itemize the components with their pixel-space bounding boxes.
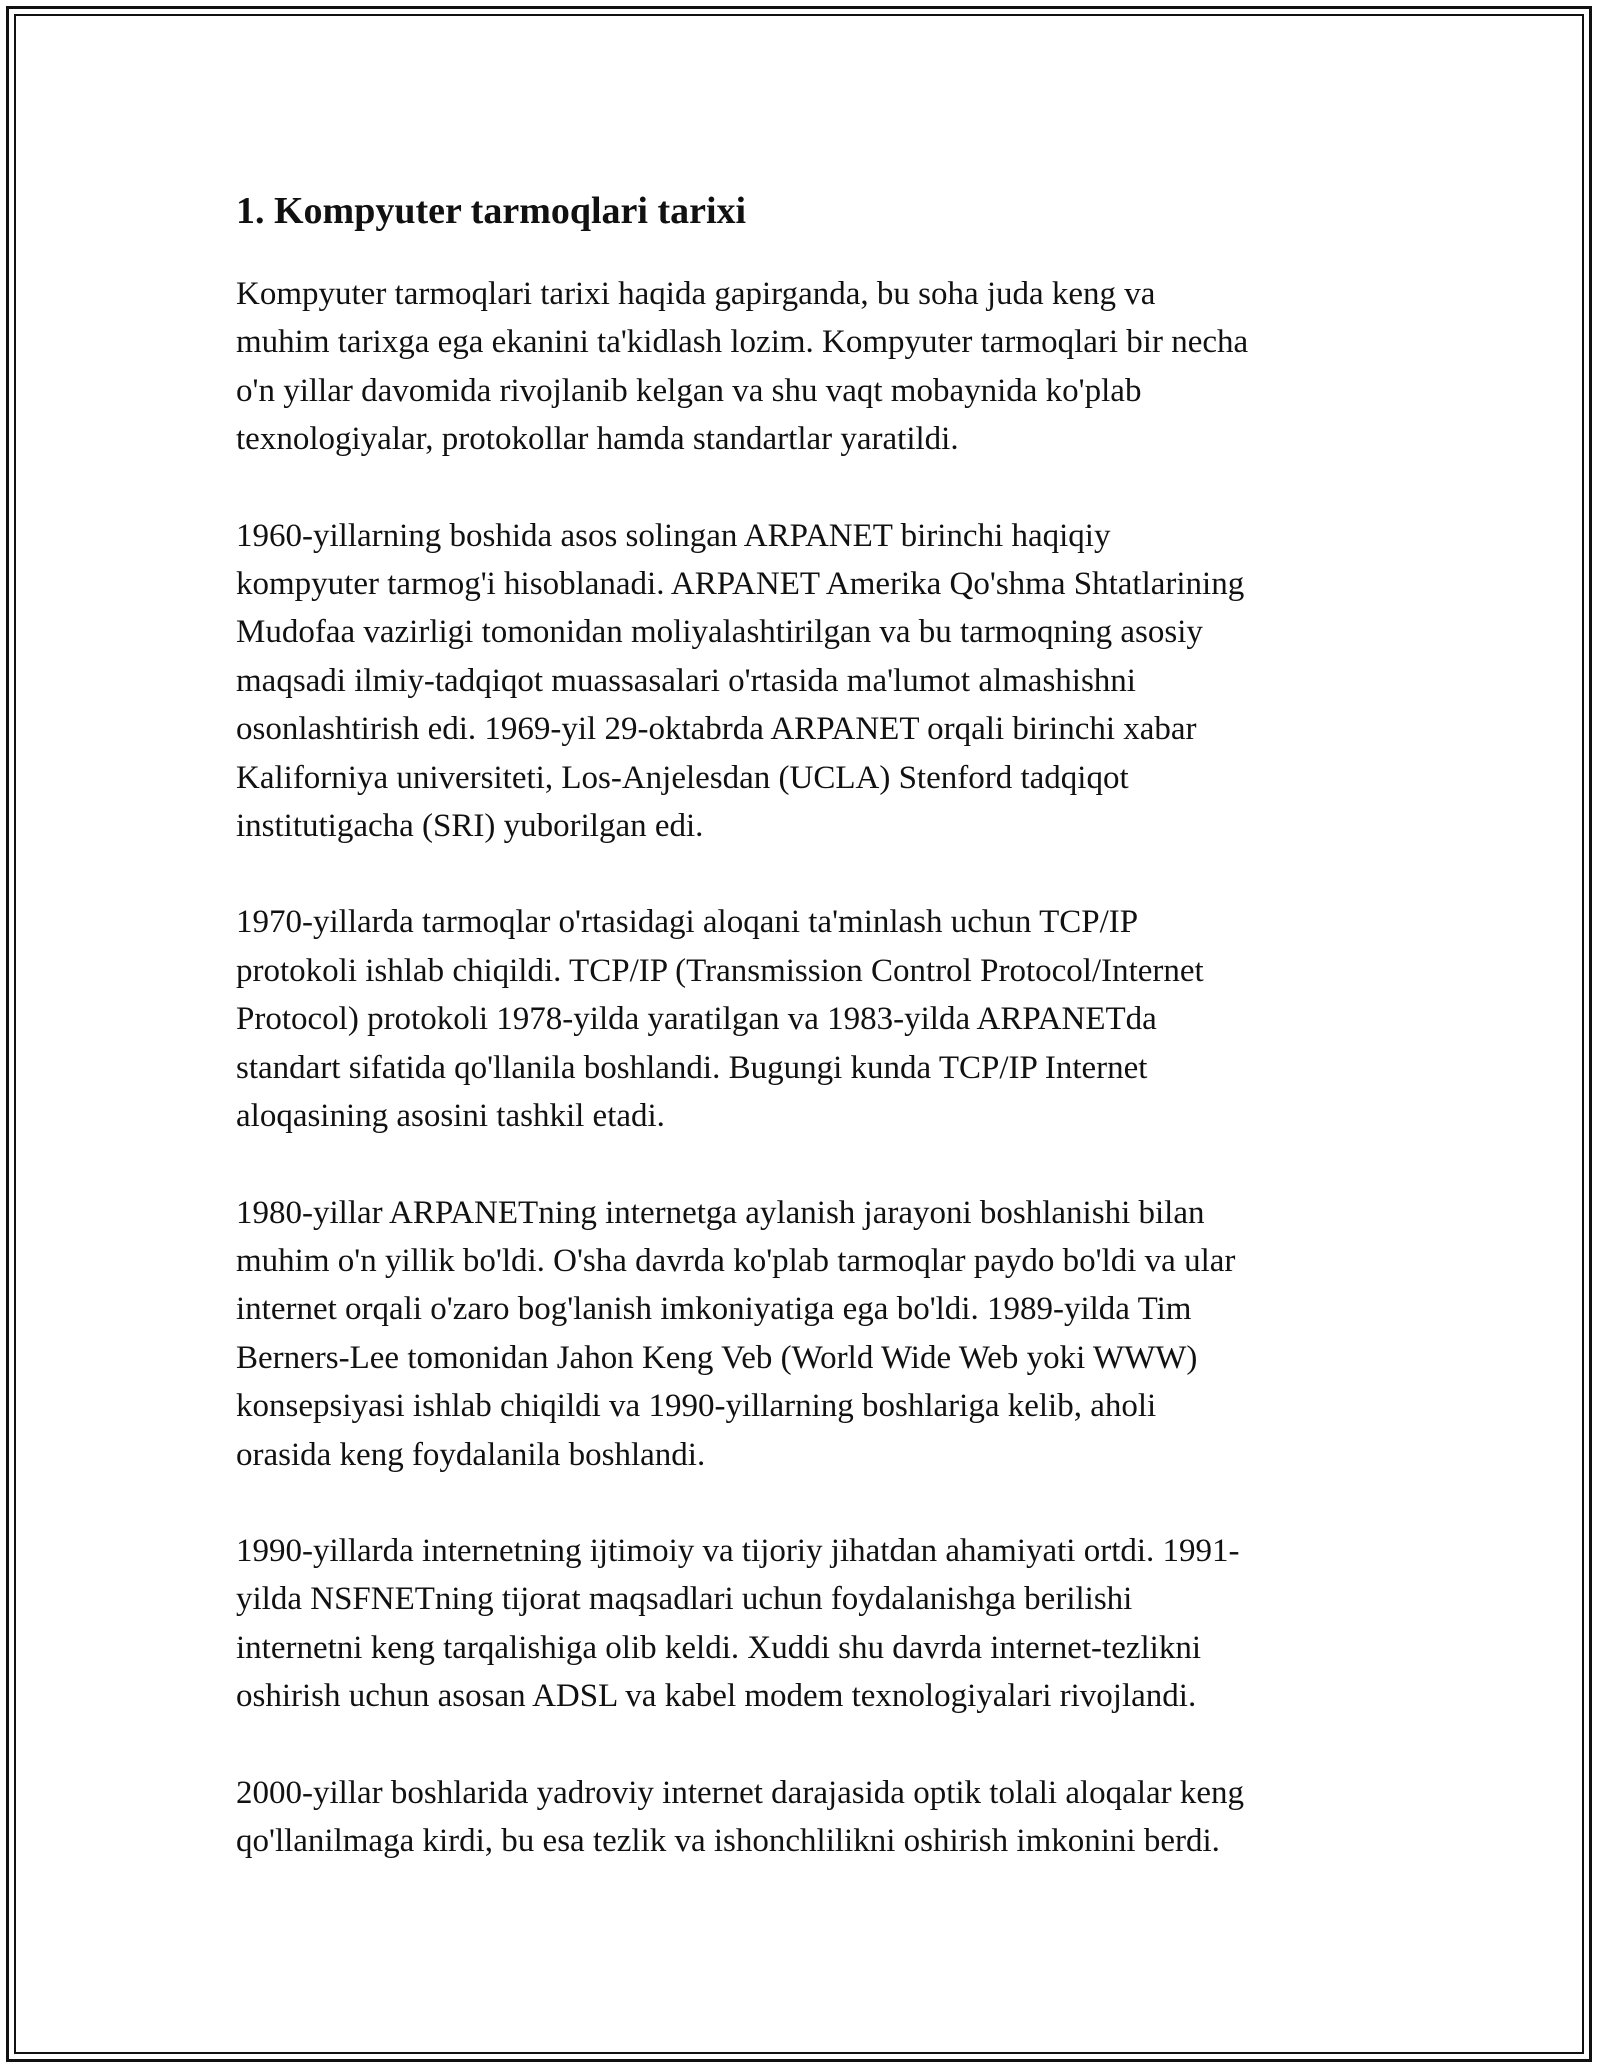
text-line: 1960-yillarning boshida asos solingan ARPANET birinchi haqiqiy bbox=[236, 517, 1111, 554]
text-line: muhim tarixga ega ekanini ta'kidlash lozim. Kompyuter tarmoqlari bir necha bbox=[236, 324, 1249, 361]
text-line: o'n yillar davomida rivojlanib kelgan va shu vaqt mobaynida ko'plab bbox=[236, 372, 1142, 409]
text-line: Kompyuter tarmoqlari tarixi haqida gapirganda, bu soha juda keng va bbox=[236, 276, 1156, 312]
section-heading: 1. Kompyuter tarmoqlari tarixi bbox=[236, 190, 747, 232]
paragraph-2000s bbox=[236, 1769, 1376, 1866]
text-line: Mudofaa vazirligi tomonidan moliyalashtirilgan va bu tarmoqning asosiy bbox=[236, 614, 1203, 651]
text-line: Protocol) protokoli 1978-yilda yaratilgan va 1983-yilda ARPANETda bbox=[236, 1001, 1157, 1038]
text-line: 1970-yillarda tarmoqlar o'rtasidagi aloqani ta'minlash uchun TCP/IP bbox=[236, 904, 1139, 941]
paragraph-1960s bbox=[236, 512, 1376, 851]
text-line: 2000-yillar boshlarida yadroviy internet darajasida optik tolali aloqalar keng bbox=[236, 1774, 1245, 1811]
text-line: internet orqali o'zaro bog'lanish imkoniyatiga ega bo'ldi. 1989-yilda Tim bbox=[236, 1291, 1192, 1328]
text-line: texnologiyalar, protokollar hamda standartlar yaratildi. bbox=[236, 421, 959, 458]
document-body bbox=[236, 186, 1376, 1913]
text-line: 1990-yillarda internetning ijtimoiy va tijoriy jihatdan ahamiyati ortdi. 1991- bbox=[236, 1532, 1240, 1569]
text-line: internetni keng tarqalishiga olib keldi. Xuddi shu davrda internet-tezlikni bbox=[236, 1629, 1201, 1666]
text-line: Kaliforniya universiteti, Los-Anjelesdan (UCLA) Stenford tadqiqot bbox=[236, 759, 1129, 796]
paragraph-intro bbox=[236, 270, 1376, 464]
text-line: oshirish uchun asosan ADSL va kabel modem texnologiyalari rivojlandi. bbox=[236, 1678, 1197, 1715]
text-line: yilda NSFNETning tijorat maqsadlari uchun foydalanishga berilishi bbox=[236, 1581, 1133, 1618]
text-line: protokoli ishlab chiqildi. TCP/IP (Transmission Control Protocol/Internet bbox=[236, 952, 1204, 989]
text-line: maqsadi ilmiy-tadqiqot muassasalari o'rtasida ma'lumot almashishni bbox=[236, 662, 1136, 699]
paragraph-1980s bbox=[236, 1189, 1376, 1479]
text-line: muhim o'n yillik bo'ldi. O'sha davrda ko'plab tarmoqlar paydo bo'ldi va ular bbox=[236, 1242, 1236, 1279]
paragraph-1970s bbox=[236, 898, 1376, 1140]
text-line: 1980-yillar ARPANETning internetga aylanish jarayoni boshlanishi bilan bbox=[236, 1194, 1205, 1231]
paragraph-1990s bbox=[236, 1527, 1376, 1721]
text-line: aloqasining asosini tashkil etadi. bbox=[236, 1098, 665, 1135]
text-line: orasida keng foydalanila boshlandi. bbox=[236, 1436, 706, 1473]
text-line: institutigacha (SRI) yuborilgan edi. bbox=[236, 808, 704, 845]
text-line: konsepsiyasi ishlab chiqildi va 1990-yillarning boshlariga kelib, aholi bbox=[236, 1388, 1157, 1425]
text-line: kompyuter tarmog'i hisoblanadi. ARPANET Amerika Qo'shma Shtatlarining bbox=[236, 566, 1245, 603]
text-line: osonlashtirish edi. 1969-yil 29-oktabrda ARPANET orqali birinchi xabar bbox=[236, 711, 1197, 748]
text-line: Berners-Lee tomonidan Jahon Keng Veb (World Wide Web yoki WWW) bbox=[236, 1339, 1198, 1376]
text-line: qo'llanilmaga kirdi, bu esa tezlik va ishonchlilikni oshirish imkonini berdi. bbox=[236, 1822, 1220, 1859]
text-line: standart sifatida qo'llanila boshlandi. Bugungi kunda TCP/IP Internet bbox=[236, 1049, 1148, 1086]
